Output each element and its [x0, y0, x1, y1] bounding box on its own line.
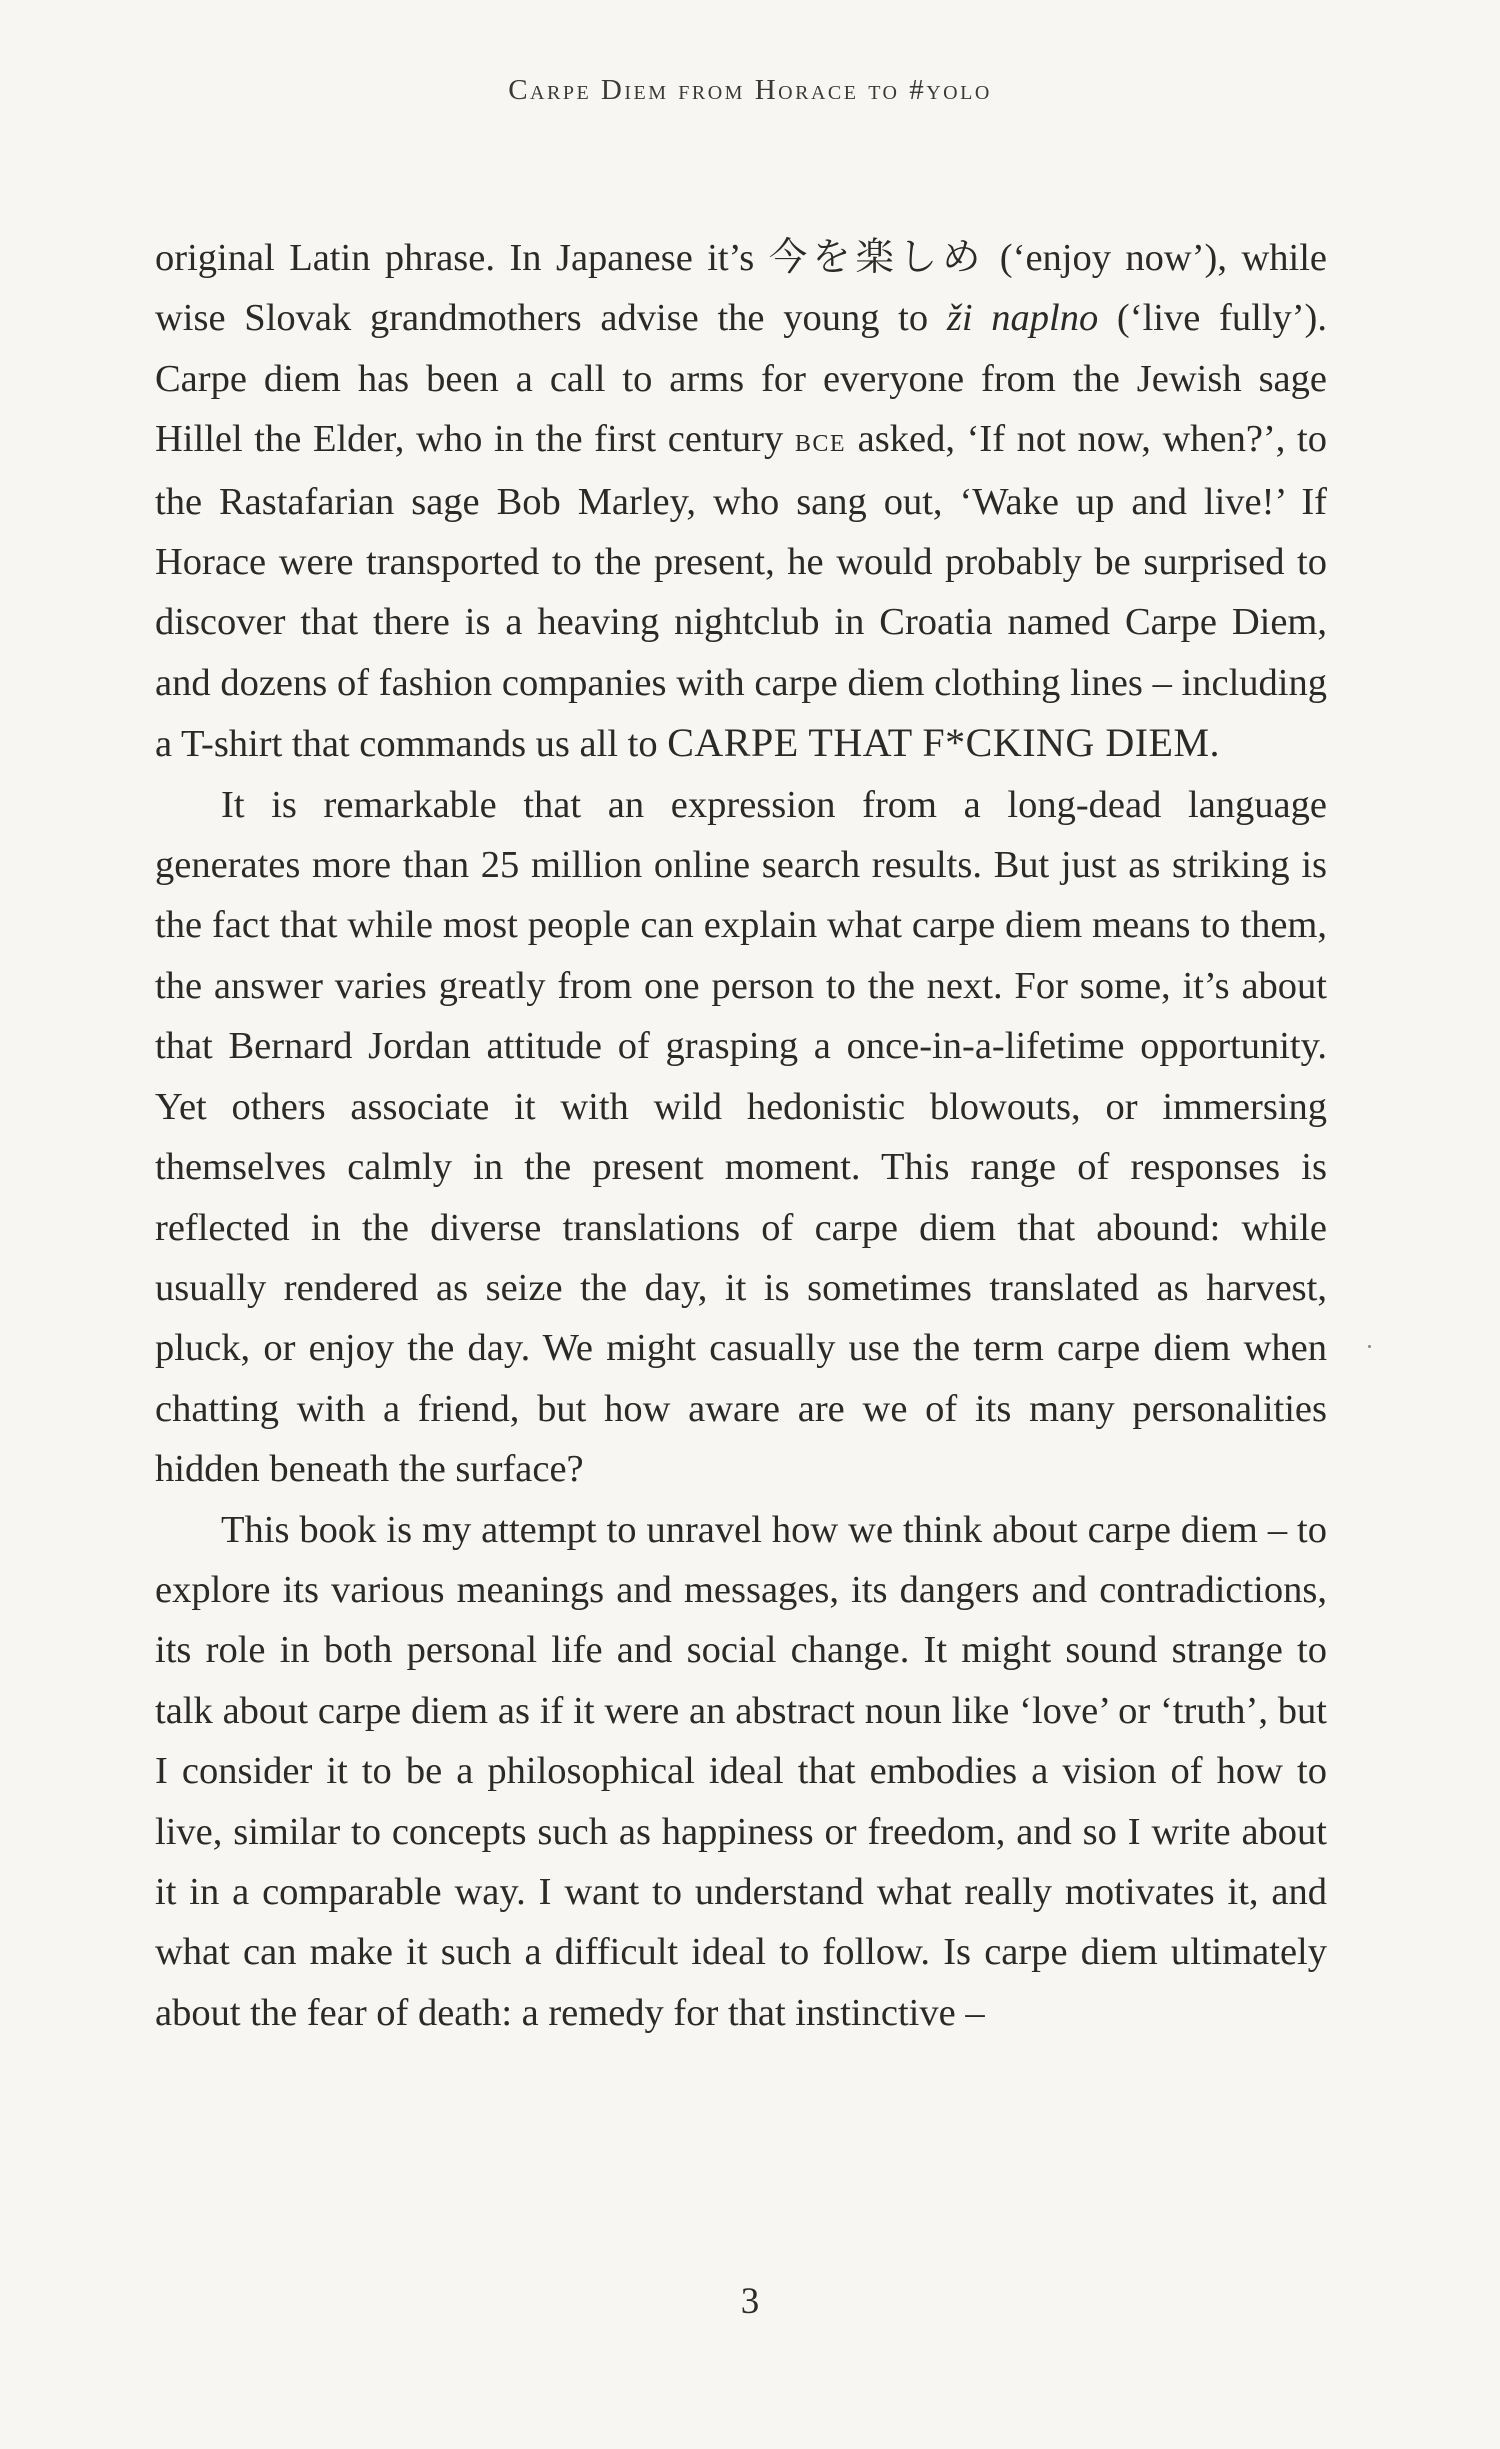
text-run: This book is my attempt to unravel how we think about carpe diem – to explore its various meanings and messages, its dangers and contradictions, its role in both personal life and social change. It might sound strange to talk about carpe diem as if it were an abstract noun like ‘love’ or ‘truth’, but I consider it to be a philosophical ideal that embodies a vision of how to live, similar to concepts such as happiness or freedom, and so I write about it in a comparable way. I want to understand what really motivates it, and what can make it such a difficult ideal to follow. Is carpe diem ultimately about the fear of death: a remedy for that instinctive – — [155, 1508, 1327, 2034]
tshirt-slogan: CARPE THAT F*CKING DIEM. — [667, 720, 1221, 766]
text-run: (‘live fully’). Carpe diem has been a call to arms for everyone from the Jewish sage Hillel the Elder, who in the first century — [155, 297, 1327, 461]
running-head: Carpe Diem from Horace to #yolo — [508, 74, 992, 106]
print-speck — [1368, 1345, 1371, 1348]
body-text — [155, 228, 1327, 2043]
era-abbreviation: bce — [794, 422, 847, 460]
paragraph-2 — [155, 775, 1327, 1500]
paragraph-1 — [155, 228, 1327, 775]
text-run: asked, ‘If not now, when?’, to the Rastafarian sage Bob Marley, who sang out, ‘Wake up and live!’ If Horace were transported to the present, he would probably be surprised to discover that there is a heaving nightclub in Croatia named Carpe Diem, and dozens of fashion companies with carpe diem clothing lines – including a T-shirt that commands us all to — [155, 418, 1327, 766]
paragraph-3 — [155, 1500, 1327, 2044]
slovak-phrase: ži naplno — [946, 297, 1099, 340]
text-run: original Latin phrase. In Japanese it’s — [155, 237, 769, 279]
japanese-phrase: 今を楽しめ — [768, 237, 986, 279]
text-run: It is remarkable that an expression from a long-dead language generates more than 25 million online search results. But just as striking is the fact that while most people can explain what carpe diem means to them, the answer varies greatly from one person to the next. For some, it’s about that Bernard Jordan attitude of grasping a once-in-a-lifetime opportunity. Yet others associate it with wild hedonistic blowouts, or immersing themselves calmly in the present moment. This range of responses is reflected in the diverse translations of carpe diem that abound: while usually rendered as seize the day, it is sometimes translated as harvest, pluck, or enjoy the day. We might casually use the term carpe diem when chatting with a friend, but how aware are we of its many personalities hidden beneath the surface? — [155, 783, 1327, 1491]
text-run: (‘enjoy now’), while wise Slovak grandmothers advise the young to — [155, 237, 1327, 340]
page-number: 3 — [740, 2281, 760, 2322]
